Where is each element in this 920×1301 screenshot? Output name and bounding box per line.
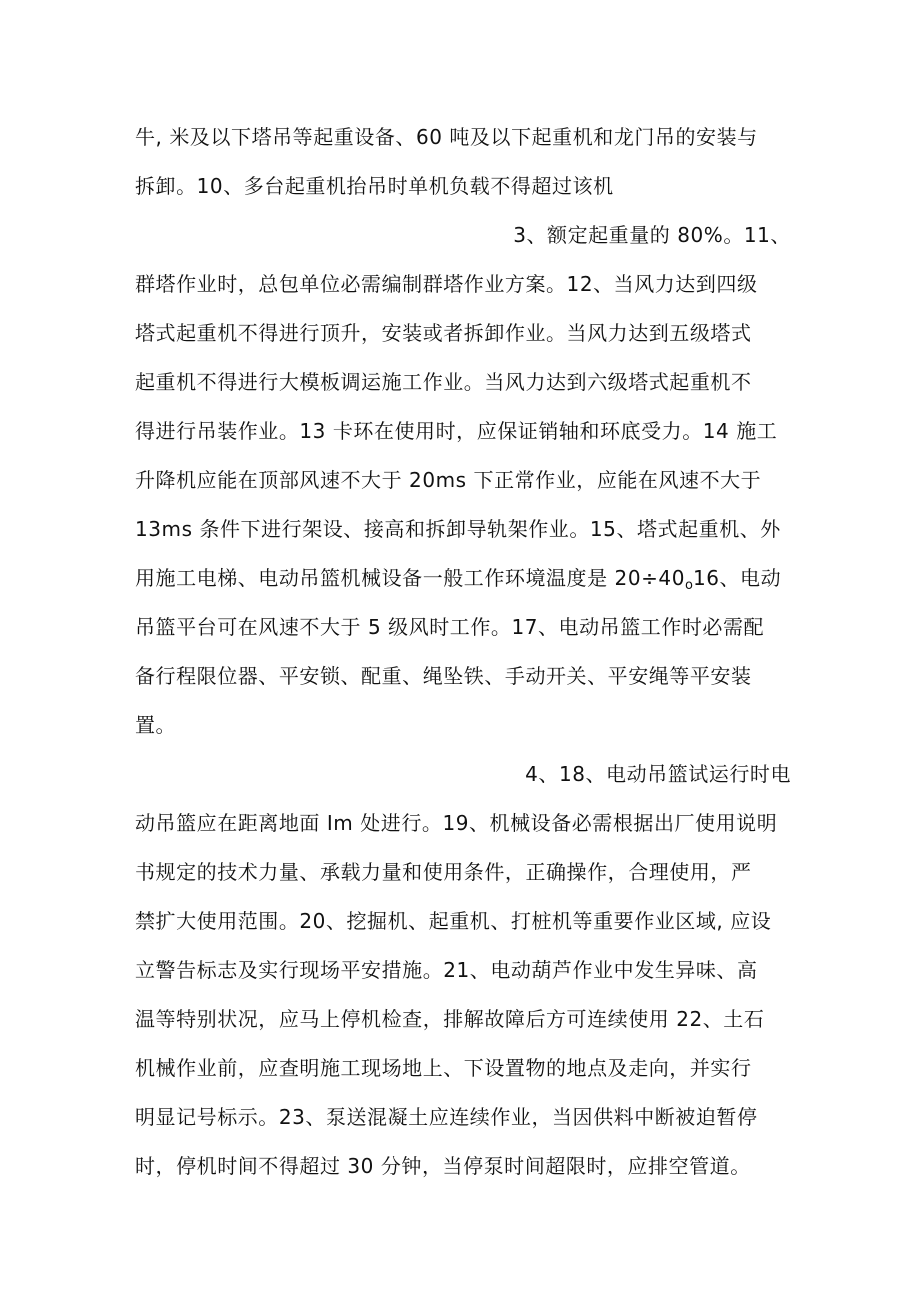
text-line-1: 牛, 米及以下塔吊等起重设备、60 吨及以下起重机和龙门吊的安装与 xyxy=(135,125,758,149)
text-line-9: 13ms 条件下进行架设、接高和拆卸导轨架作业。15、塔式起重机、外 xyxy=(135,517,781,541)
text-line-6: 起重机不得进行大模板调运施工作业。当风力达到六级塔式起重机不 xyxy=(135,370,752,394)
text-line-5: 塔式起重机不得进行顶升，安装或者拆卸作业。当风力达到五级塔式 xyxy=(135,321,752,345)
text-line-4: 群塔作业时，总包单位必需编制群塔作业方案。12、当风力达到四级 xyxy=(135,272,758,296)
text-line-16: 书规定的技术力量、承载力量和使用条件，正确操作，合理使用，严 xyxy=(135,860,752,884)
text-line-21: 明显记号标示。23、泵送混凝土应连续作业，当因供料中断被迫暂停 xyxy=(135,1105,758,1129)
text-line-2: 拆卸。10、多台起重机抬吊时单机负载不得超过该机 xyxy=(135,174,614,198)
text-line-17: 禁扩大使用范围。20、挖掘机、起重机、打桩机等重要作业区域, 应设 xyxy=(135,909,772,933)
text-line-10 xyxy=(135,565,791,599)
text-line-22: 时，停机时间不得超过 30 分钟，当停泵时间超限时，应排空管道。 xyxy=(135,1154,751,1178)
text-line-11: 吊篮平台可在风速不大于 5 级风时工作。17、电动吊篮工作时必需配 xyxy=(135,615,765,639)
text-line-3: 3、额定起重量的 80%。11、 xyxy=(513,223,791,247)
text-line-10-subscript: o xyxy=(684,578,693,593)
text-line-10-tail: 16、电动 xyxy=(692,566,782,590)
text-line-8: 升降机应能在顶部风速不大于 20ms 下正常作业，应能在风速不大于 xyxy=(135,468,762,492)
text-line-15: 动吊篮应在距离地面 Im 处进行。19、机械设备必需根据出厂使用说明 xyxy=(135,811,778,835)
text-line-10-main: 用施工电梯、电动吊篮机械设备一般工作环境温度是 20÷40 xyxy=(135,566,685,590)
text-line-19: 温等特别状况，应马上停机检查，排解故障后方可连续使用 22、土石 xyxy=(135,1007,765,1031)
text-line-20: 机械作业前，应查明施工现场地上、下设置物的地点及走向，并实行 xyxy=(135,1056,752,1080)
text-line-13: 置。 xyxy=(135,713,177,737)
text-line-14: 4、18、电动吊篮试运行时电 xyxy=(525,762,791,786)
text-line-18: 立警告标志及实行现场平安措施。21、电动葫芦作业中发生异味、高 xyxy=(135,958,758,982)
text-line-12: 备行程限位器、平安锁、配重、绳坠铁、手动开关、平安绳等平安装 xyxy=(135,664,752,688)
text-line-7: 得进行吊装作业。13 卡环在使用时，应保证销轴和环底受力。14 施工 xyxy=(135,419,778,443)
